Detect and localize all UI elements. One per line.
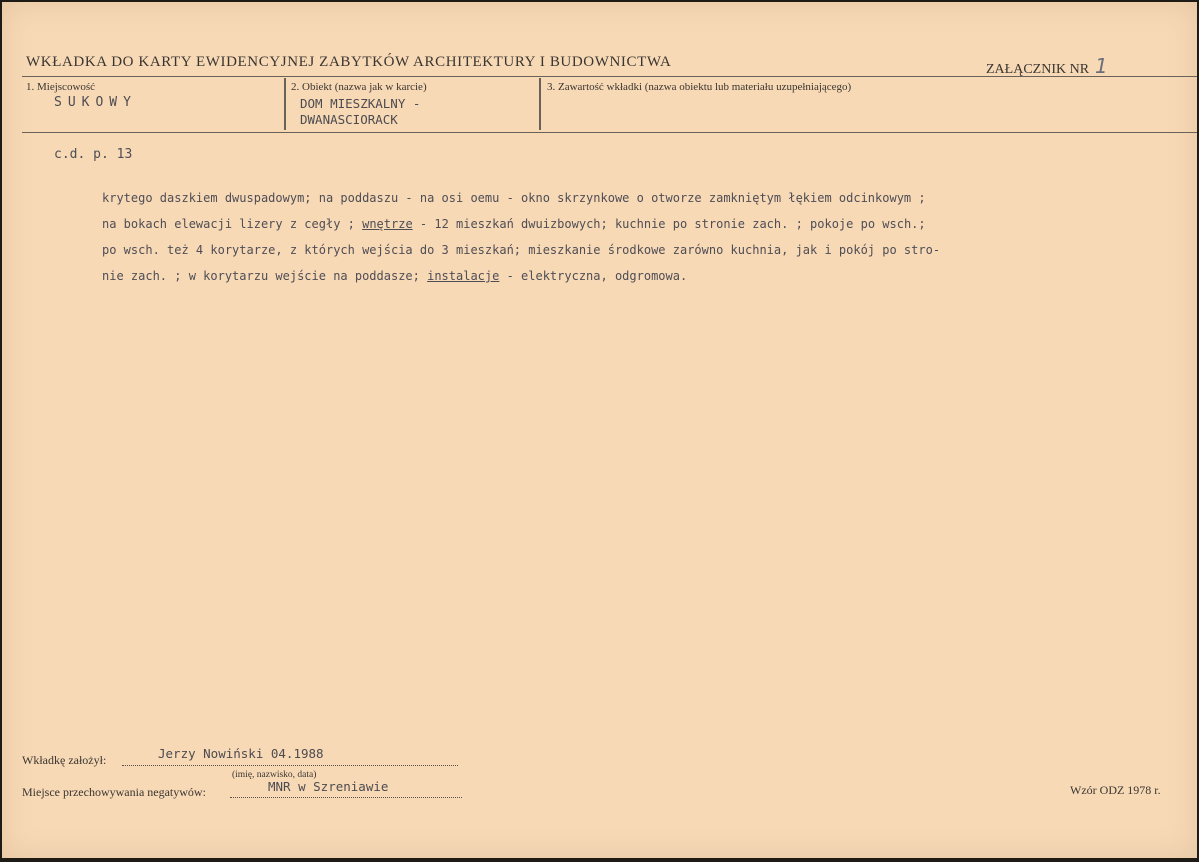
form-id: Wzór ODZ 1978 r. [1070,783,1161,797]
locality-value: SUKOWY [54,95,137,110]
description-line [102,211,1172,237]
annex-number: 1 [1095,54,1108,78]
created-by-hint: (imię, nazwisko, data) [232,770,317,780]
created-by-label: Wkładkę założył: [22,753,107,767]
created-by-value: Jerzy Nowiński 04.1988 [158,746,324,761]
object-value-line-2: DWANASCIORACK [300,112,398,127]
description-line: po wsch. też 4 korytarze, z których wejścia do 3 mieszkań; mieszkanie środkowe zarówno kuchnia, jak i pokój po stro- [102,243,941,257]
text-segment: nie zach. ; w korytarzu wejście na poddasze; [102,269,428,283]
underlined-term: wnętrze [362,217,413,231]
object-value-line-1: DOM MIESZKALNY - [300,96,421,111]
underlined-term: instalacje [427,269,500,283]
negatives-line [230,797,462,798]
annex-heading [986,54,1108,78]
field-divider [539,78,541,130]
object-label: 2. Obiekt (nazwa jak w karcie) [291,81,427,93]
created-by-line [122,765,458,766]
contents-label: 3. Zawartość wkładki (nazwa obiektu lub materiału uzupełniającego) [547,81,852,93]
field-divider [284,78,286,130]
negatives-value: MNR w Szreniawie [268,779,389,794]
index-card [2,2,1197,858]
text-segment: - 12 mieszkań dwuizbowych; kuchnie po stronie zach. ; pokoje po wsch.; [412,217,926,231]
text-segment: - elektryczna, odgromowa. [499,269,688,283]
description-line: krytego daszkiem dwuspadowym; na poddaszu - na osi oemu - okno skrzynkowe o otworze zamkniętym łękiem odcinkowym ; [102,191,926,205]
continuation-note: c.d. p. 13 [54,147,133,162]
typed-description [102,185,1172,289]
card-title: WKŁADKA DO KARTY EWIDENCYJNEJ ZABYTKÓW ARCHITEKTURY I BUDOWNICTWA [26,54,672,70]
locality-label: 1. Miejscowość [26,81,96,93]
negatives-label: Miejsce przechowywania negatywów: [22,785,206,799]
description-line [102,263,1172,289]
annex-label: ZAŁĄCZNIK NR [986,62,1090,77]
text-segment: na bokach elewacji lizery z cegły ; [102,217,363,231]
